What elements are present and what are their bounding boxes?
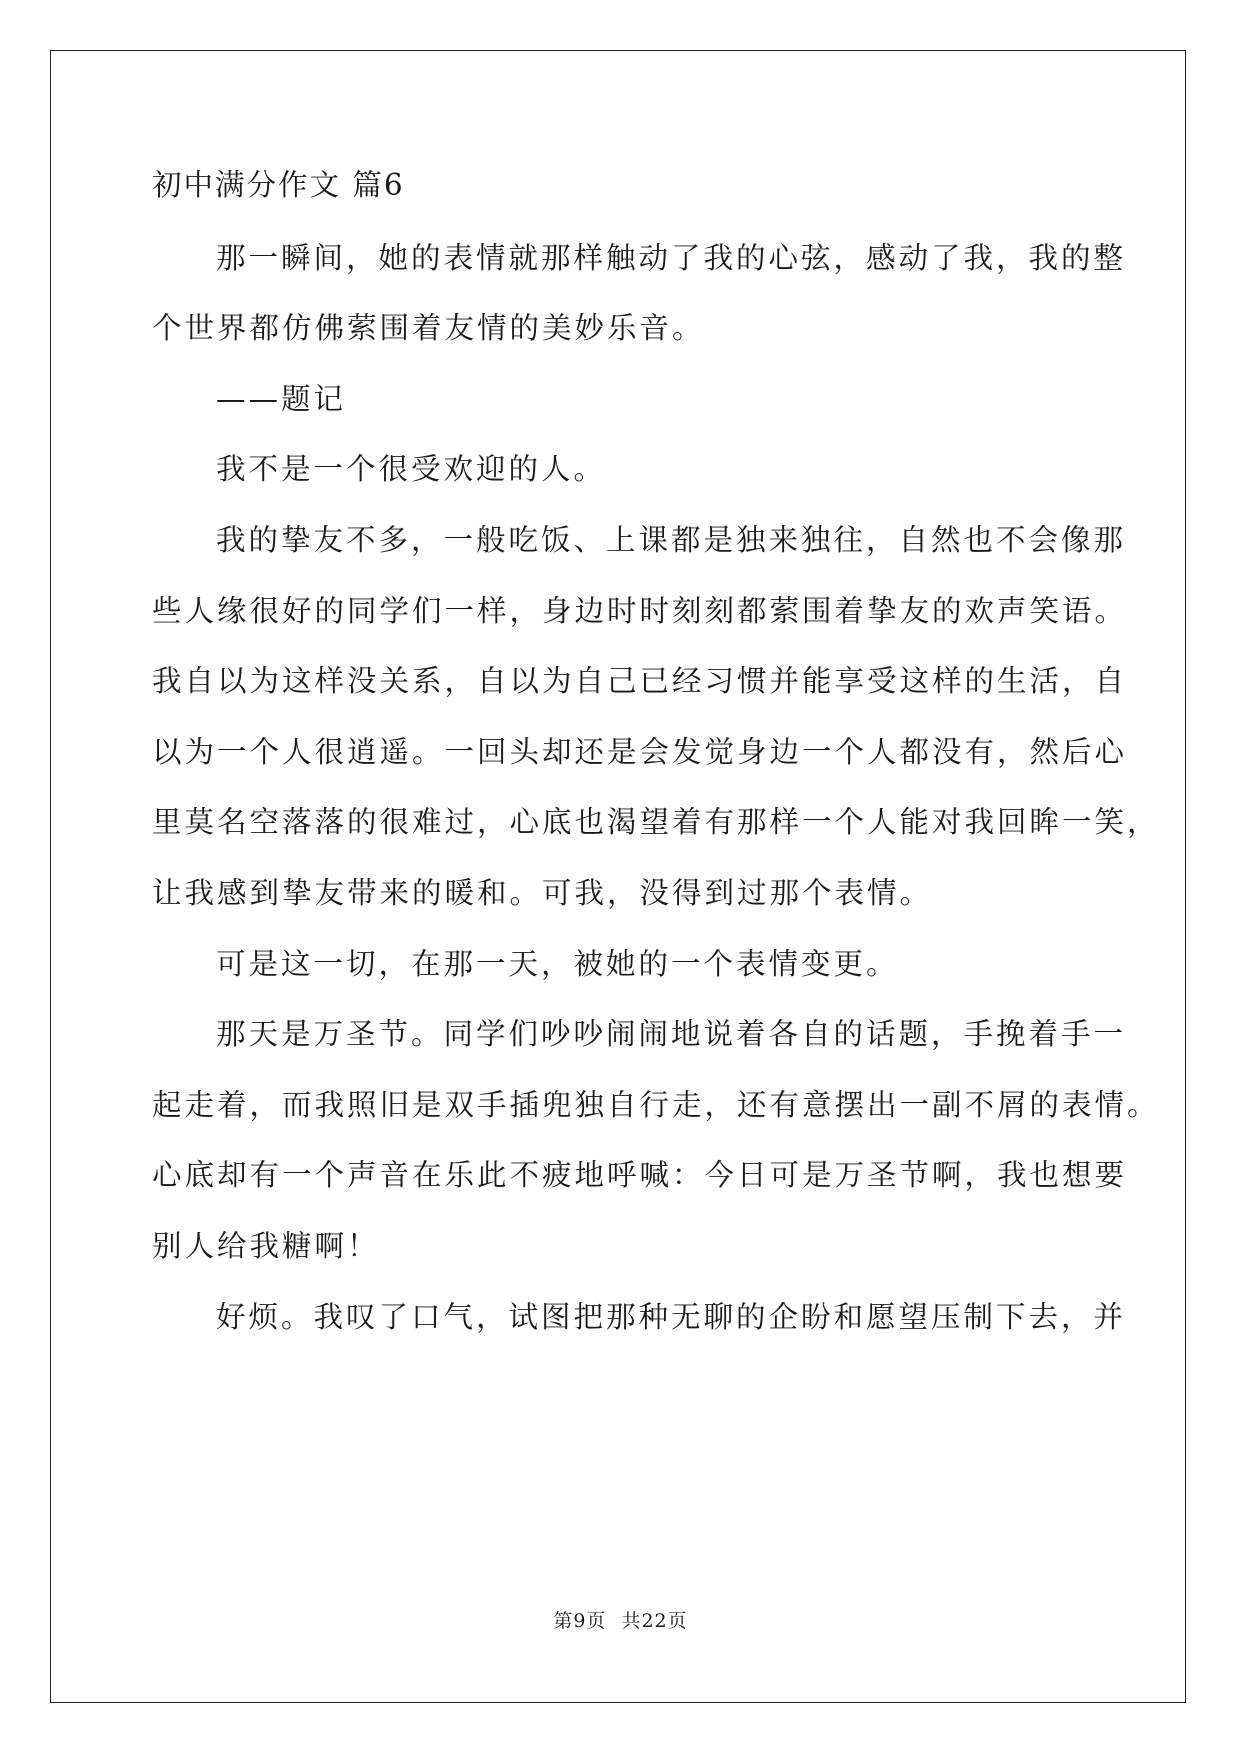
text-line: 那一瞬间，她的表情就那样触动了我的心弦，感动了我，我的整 [216,241,1127,275]
text-line: 起走着，而我照旧是双手插兜独自行走，还有意摆出一副不屑的表情。 [152,1088,1160,1122]
text-line: 些人缘很好的同学们一样，身边时时刻刻都萦围着挚友的欢声笑语。 [152,594,1128,628]
document-title: 初中满分作文 篇6 [152,168,405,202]
text-line: 里莫名空落落的很难过，心底也渴望着有那样一个人能对我回眸一笑， [152,805,1160,839]
text-line: 那天是万圣节。同学们吵吵闹闹地说着各自的话题，手挽着手一 [216,1017,1127,1051]
page-footer [0,1606,1241,1633]
text-line: ——题记 [216,382,347,416]
page-total: 共22页 [621,1610,688,1632]
text-line: 别人给我糖啊！ [152,1229,380,1263]
text-line: 可是这一切，在那一天，被她的一个表情变更。 [216,947,899,981]
text-line: 我自以为这样没关系，自以为自己已经习惯并能享受这样的生活，自 [152,664,1128,698]
text-line: 以为一个人很逍遥。一回头却还是会发觉身边一个人都没有，然后心 [152,735,1128,769]
page-number: 第9页 [553,1610,607,1632]
text-line: 好烦。我叹了口气，试图把那种无聊的企盼和愿望压制下去，并 [216,1300,1127,1334]
text-line: 个世界都仿佛萦围着友情的美妙乐音。 [152,311,705,345]
text-line: 我的挚友不多，一般吃饭、上课都是独来独往，自然也不会像那 [216,523,1127,557]
text-line: 我不是一个很受欢迎的人。 [216,452,607,486]
text-line: 让我感到挚友带来的暖和。可我，没得到过那个表情。 [152,876,933,910]
text-line: 心底却有一个声音在乐此不疲地呼喊：今日可是万圣节啊，我也想要 [152,1158,1128,1192]
